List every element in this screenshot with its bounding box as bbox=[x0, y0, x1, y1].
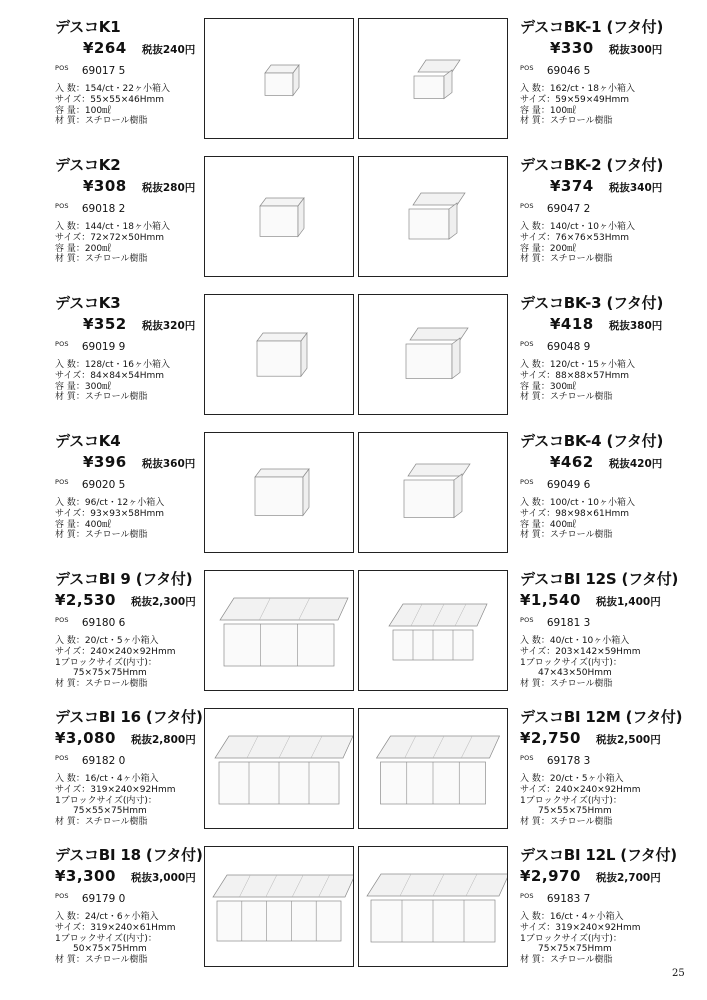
pos-code: 69017 5 bbox=[81, 65, 126, 77]
price-row bbox=[55, 591, 205, 611]
box-front bbox=[257, 341, 301, 376]
product-price: ¥330 bbox=[550, 39, 594, 57]
pos-row bbox=[55, 62, 205, 78]
case-lid bbox=[377, 736, 500, 758]
pos-row bbox=[520, 476, 670, 492]
clear-cube-with-lid-icon bbox=[358, 294, 508, 415]
pos-code: 69019 9 bbox=[81, 341, 126, 353]
product-name: デスコBK-1 (フタ付) bbox=[520, 18, 664, 36]
case-lid bbox=[389, 604, 487, 626]
pos-code: 69049 6 bbox=[546, 479, 591, 491]
divided-case-16-icon bbox=[204, 708, 354, 829]
box-front bbox=[260, 206, 298, 236]
price-ex-tax: 税抜320円 bbox=[141, 320, 196, 332]
product-entry bbox=[55, 18, 205, 127]
pos-label: POS bbox=[55, 64, 69, 72]
product-specs bbox=[520, 84, 670, 127]
price-row bbox=[55, 453, 205, 473]
spec-line: 入 数：16/ct・4ヶ小箱入 bbox=[55, 774, 159, 784]
product-price: ¥462 bbox=[550, 453, 594, 471]
spec-line: 材 質：スチロール樹脂 bbox=[520, 530, 613, 541]
box-body bbox=[406, 344, 452, 379]
pos-label: POS bbox=[55, 202, 69, 210]
product-price: ¥396 bbox=[83, 453, 127, 471]
product-name: デスコK1 bbox=[55, 18, 121, 36]
pos-label: POS bbox=[520, 340, 534, 348]
spec-line: 1ブロックサイズ(内寸)： bbox=[520, 657, 622, 668]
product-entry bbox=[55, 156, 205, 265]
box-front bbox=[255, 477, 303, 515]
pos-label: POS bbox=[520, 616, 534, 624]
spec-line: 材 質：スチロール樹脂 bbox=[55, 955, 148, 966]
price-row bbox=[520, 177, 670, 197]
box-side bbox=[301, 333, 307, 376]
product-name: デスコBK-3 (フタ付) bbox=[520, 294, 664, 312]
pos-row bbox=[520, 62, 670, 78]
pos-row bbox=[520, 890, 670, 906]
spec-line: 1ブロックサイズ(内寸)： bbox=[55, 657, 157, 668]
spec-line: 入 数：40/ct・10ヶ小箱入 bbox=[520, 636, 630, 646]
spec-line: 1ブロックサイズ(内寸)： bbox=[55, 933, 157, 944]
spec-line: サイズ：98×98×61Hmm bbox=[520, 508, 630, 519]
spec-line: サイズ：88×88×57Hmm bbox=[520, 370, 630, 381]
spec-line: 材 質：スチロール樹脂 bbox=[55, 817, 148, 828]
divided-case-18-icon bbox=[204, 846, 354, 967]
spec-line: 入 数：144/ct・18ヶ小箱入 bbox=[55, 222, 171, 232]
small-clear-cube-icon bbox=[204, 18, 354, 139]
product-specs bbox=[520, 912, 670, 966]
spec-line: 容 量：200㎖ bbox=[520, 243, 577, 254]
price-ex-tax: 税抜300円 bbox=[608, 44, 663, 56]
spec-line: 入 数：162/ct・18ヶ小箱入 bbox=[520, 84, 636, 94]
spec-line: 容 量：300㎖ bbox=[55, 381, 112, 392]
case-lid bbox=[213, 875, 353, 897]
pos-code: 69178 3 bbox=[546, 755, 591, 767]
pos-row bbox=[55, 890, 205, 906]
pos-row bbox=[520, 338, 670, 354]
price-ex-tax: 税抜3,000円 bbox=[130, 872, 196, 884]
product-specs bbox=[520, 360, 670, 403]
spec-line: サイズ：319×240×61Hmm bbox=[55, 922, 176, 933]
pos-code: 69180 6 bbox=[81, 617, 126, 629]
price-row bbox=[520, 453, 670, 473]
product-specs bbox=[55, 84, 205, 127]
page-number: 25 bbox=[672, 968, 685, 979]
box-lid bbox=[408, 464, 470, 476]
product-name: デスコBK-4 (フタ付) bbox=[520, 432, 664, 450]
spec-line: サイズ：55×55×46Hmm bbox=[55, 94, 165, 105]
product-price: ¥264 bbox=[83, 39, 127, 57]
pos-code: 69047 2 bbox=[546, 203, 591, 215]
box-side bbox=[454, 474, 462, 518]
price-row bbox=[55, 315, 205, 335]
spec-line: サイズ：72×72×50Hmm bbox=[55, 232, 165, 243]
price-ex-tax: 税抜280円 bbox=[141, 182, 196, 194]
spec-line: 容 量：300㎖ bbox=[520, 381, 577, 392]
small-clear-cube-with-lid-icon bbox=[358, 18, 508, 139]
spec-line: サイズ：93×93×58Hmm bbox=[55, 508, 165, 519]
spec-line: 材 質：スチロール樹脂 bbox=[55, 530, 148, 541]
divided-case-9-icon bbox=[204, 570, 354, 691]
product-price: ¥3,300 bbox=[55, 867, 116, 885]
product-entry bbox=[55, 432, 205, 541]
price-row bbox=[520, 591, 670, 611]
spec-line: サイズ：240×240×92Hmm bbox=[520, 784, 641, 795]
spec-line: 入 数：16/ct・4ヶ小箱入 bbox=[520, 912, 624, 922]
product-entry bbox=[55, 570, 205, 690]
spec-line: サイズ：240×240×92Hmm bbox=[55, 646, 176, 657]
pos-row bbox=[520, 614, 670, 630]
spec-line: 1ブロックサイズ(内寸)： bbox=[520, 795, 622, 806]
case-body bbox=[224, 624, 334, 666]
spec-line: サイズ：59×59×49Hmm bbox=[520, 94, 630, 105]
spec-line: 75×55×75Hmm bbox=[520, 806, 612, 817]
spec-line: 材 質：スチロール樹脂 bbox=[55, 392, 148, 403]
spec-line: サイズ：76×76×53Hmm bbox=[520, 232, 630, 243]
box-front bbox=[265, 73, 293, 95]
pos-code: 69181 3 bbox=[546, 617, 591, 629]
divided-case-12-icon bbox=[358, 846, 508, 967]
product-specs bbox=[520, 222, 670, 265]
spec-line: サイズ：319×240×92Hmm bbox=[520, 922, 641, 933]
price-row bbox=[55, 867, 205, 887]
spec-line: 75×55×75Hmm bbox=[55, 806, 147, 817]
spec-line: 容 量：400㎖ bbox=[520, 519, 577, 530]
product-specs bbox=[55, 636, 205, 690]
product-name: デスコBK-2 (フタ付) bbox=[520, 156, 664, 174]
pos-code: 69183 7 bbox=[546, 893, 591, 905]
product-price: ¥2,970 bbox=[520, 867, 581, 885]
box-top bbox=[257, 333, 307, 341]
price-row bbox=[520, 315, 670, 335]
product-entry bbox=[55, 846, 205, 966]
spec-line: 材 質：スチロール樹脂 bbox=[520, 679, 613, 690]
pos-row bbox=[520, 200, 670, 216]
price-ex-tax: 税抜1,400円 bbox=[595, 596, 661, 608]
product-name: デスコBI 9 (フタ付) bbox=[55, 570, 193, 588]
spec-line: 入 数：120/ct・15ヶ小箱入 bbox=[520, 360, 636, 370]
case-lid bbox=[367, 874, 507, 896]
price-row bbox=[520, 729, 670, 749]
price-row bbox=[520, 39, 670, 59]
divided-case-12-icon bbox=[358, 570, 508, 691]
pos-row bbox=[55, 338, 205, 354]
product-specs bbox=[55, 498, 205, 541]
spec-line: 材 質：スチロール樹脂 bbox=[55, 116, 148, 127]
spec-line: 入 数：24/ct・6ヶ小箱入 bbox=[55, 912, 159, 922]
product-specs bbox=[520, 498, 670, 541]
product-specs bbox=[55, 774, 205, 828]
box-top bbox=[255, 469, 309, 477]
spec-line: 容 量：100㎖ bbox=[55, 105, 112, 116]
pos-code: 69020 5 bbox=[81, 479, 126, 491]
spec-line: サイズ：84×84×54Hmm bbox=[55, 370, 165, 381]
spec-line: 75×75×75Hmm bbox=[520, 944, 612, 955]
product-name: デスコBI 12M (フタ付) bbox=[520, 708, 683, 726]
product-name: デスコBI 16 (フタ付) bbox=[55, 708, 203, 726]
pos-row bbox=[55, 752, 205, 768]
product-name: デスコK3 bbox=[55, 294, 121, 312]
pos-label: POS bbox=[520, 754, 534, 762]
pos-row bbox=[55, 476, 205, 492]
price-ex-tax: 税抜2,800円 bbox=[130, 734, 196, 746]
box-lid bbox=[418, 60, 460, 72]
product-entry bbox=[55, 708, 205, 828]
product-entry bbox=[520, 708, 683, 828]
product-entry bbox=[520, 294, 670, 403]
spec-line: 入 数：96/ct・12ヶ小箱入 bbox=[55, 498, 165, 508]
product-entry bbox=[520, 570, 679, 690]
product-specs bbox=[520, 636, 670, 690]
spec-line: 容 量：100㎖ bbox=[520, 105, 577, 116]
spec-line: 容 量：400㎖ bbox=[55, 519, 112, 530]
clear-cube-with-lid-icon bbox=[358, 156, 508, 277]
box-body bbox=[409, 209, 449, 239]
pos-code: 69046 5 bbox=[546, 65, 591, 77]
pos-label: POS bbox=[55, 340, 69, 348]
spec-line: 入 数：100/ct・10ヶ小箱入 bbox=[520, 498, 636, 508]
product-entry bbox=[520, 846, 677, 966]
divided-case-12-icon bbox=[358, 708, 508, 829]
case-lid bbox=[215, 736, 353, 758]
price-ex-tax: 税抜360円 bbox=[141, 458, 196, 470]
spec-line: サイズ：319×240×92Hmm bbox=[55, 784, 176, 795]
spec-line: 入 数：154/ct・22ヶ小箱入 bbox=[55, 84, 171, 94]
product-entry bbox=[520, 432, 670, 541]
product-specs bbox=[55, 360, 205, 403]
price-row bbox=[520, 867, 670, 887]
product-price: ¥418 bbox=[550, 315, 594, 333]
pos-row bbox=[520, 752, 670, 768]
pos-label: POS bbox=[520, 64, 534, 72]
spec-line: 50×75×75Hmm bbox=[55, 944, 147, 955]
spec-line: 材 質：スチロール樹脂 bbox=[520, 116, 613, 127]
price-ex-tax: 税抜340円 bbox=[608, 182, 663, 194]
product-price: ¥2,530 bbox=[55, 591, 116, 609]
pos-label: POS bbox=[520, 478, 534, 486]
price-ex-tax: 税抜380円 bbox=[608, 320, 663, 332]
spec-line: 材 質：スチロール樹脂 bbox=[55, 679, 148, 690]
spec-line: 材 質：スチロール樹脂 bbox=[520, 817, 613, 828]
box-side bbox=[452, 338, 460, 379]
product-price: ¥352 bbox=[83, 315, 127, 333]
clear-cube-with-lid-icon bbox=[358, 432, 508, 553]
product-name: デスコBI 18 (フタ付) bbox=[55, 846, 203, 864]
pos-row bbox=[55, 614, 205, 630]
product-specs bbox=[55, 912, 205, 966]
product-price: ¥2,750 bbox=[520, 729, 581, 747]
box-side bbox=[444, 70, 452, 99]
spec-line: 容 量：200㎖ bbox=[55, 243, 112, 254]
box-side bbox=[303, 469, 309, 515]
price-ex-tax: 税抜2,300円 bbox=[130, 596, 196, 608]
spec-line: 75×75×75Hmm bbox=[55, 668, 147, 679]
pos-label: POS bbox=[55, 754, 69, 762]
product-entry bbox=[520, 18, 670, 127]
spec-line: 1ブロックサイズ(内寸)： bbox=[55, 795, 157, 806]
price-ex-tax: 税抜2,700円 bbox=[595, 872, 661, 884]
pos-label: POS bbox=[55, 616, 69, 624]
pos-code: 69182 0 bbox=[81, 755, 126, 767]
product-specs bbox=[520, 774, 670, 828]
product-price: ¥374 bbox=[550, 177, 594, 195]
box-body bbox=[404, 480, 454, 518]
pos-code: 69048 9 bbox=[546, 341, 591, 353]
price-row bbox=[55, 729, 205, 749]
product-name: デスコBI 12S (フタ付) bbox=[520, 570, 679, 588]
spec-line: 入 数：128/ct・16ヶ小箱入 bbox=[55, 360, 171, 370]
price-row bbox=[55, 177, 205, 197]
spec-line: サイズ：203×142×59Hmm bbox=[520, 646, 641, 657]
product-specs bbox=[55, 222, 205, 265]
product-name: デスコBI 12L (フタ付) bbox=[520, 846, 677, 864]
box-side bbox=[449, 203, 457, 239]
spec-line: 材 質：スチロール樹脂 bbox=[520, 392, 613, 403]
pos-label: POS bbox=[520, 892, 534, 900]
spec-line: 入 数：20/ct・5ヶ小箱入 bbox=[55, 636, 159, 646]
box-body bbox=[414, 76, 444, 99]
price-ex-tax: 税抜420円 bbox=[608, 458, 663, 470]
clear-cube-icon bbox=[204, 156, 354, 277]
product-price: ¥1,540 bbox=[520, 591, 581, 609]
pos-label: POS bbox=[520, 202, 534, 210]
case-lid bbox=[220, 598, 348, 620]
product-name: デスコK2 bbox=[55, 156, 121, 174]
case-body bbox=[217, 901, 341, 941]
spec-line: 入 数：140/ct・10ヶ小箱入 bbox=[520, 222, 636, 232]
box-top bbox=[260, 198, 304, 206]
spec-line: 47×43×50Hmm bbox=[520, 668, 612, 679]
product-entry bbox=[520, 156, 670, 265]
pos-code: 69179 0 bbox=[81, 893, 126, 905]
spec-line: 材 質：スチロール樹脂 bbox=[520, 955, 613, 966]
product-entry bbox=[55, 294, 205, 403]
product-name: デスコK4 bbox=[55, 432, 121, 450]
spec-line: 入 数：20/ct・5ヶ小箱入 bbox=[520, 774, 624, 784]
price-ex-tax: 税抜240円 bbox=[141, 44, 196, 56]
product-price: ¥308 bbox=[83, 177, 127, 195]
pos-label: POS bbox=[55, 892, 69, 900]
price-ex-tax: 税抜2,500円 bbox=[595, 734, 661, 746]
pos-row bbox=[55, 200, 205, 216]
pos-label: POS bbox=[55, 478, 69, 486]
clear-cube-icon bbox=[204, 432, 354, 553]
clear-cube-icon bbox=[204, 294, 354, 415]
product-price: ¥3,080 bbox=[55, 729, 116, 747]
pos-code: 69018 2 bbox=[81, 203, 126, 215]
spec-line: 材 質：スチロール樹脂 bbox=[55, 254, 148, 265]
price-row bbox=[55, 39, 205, 59]
spec-line: 材 質：スチロール樹脂 bbox=[520, 254, 613, 265]
spec-line: 1ブロックサイズ(内寸)： bbox=[520, 933, 622, 944]
